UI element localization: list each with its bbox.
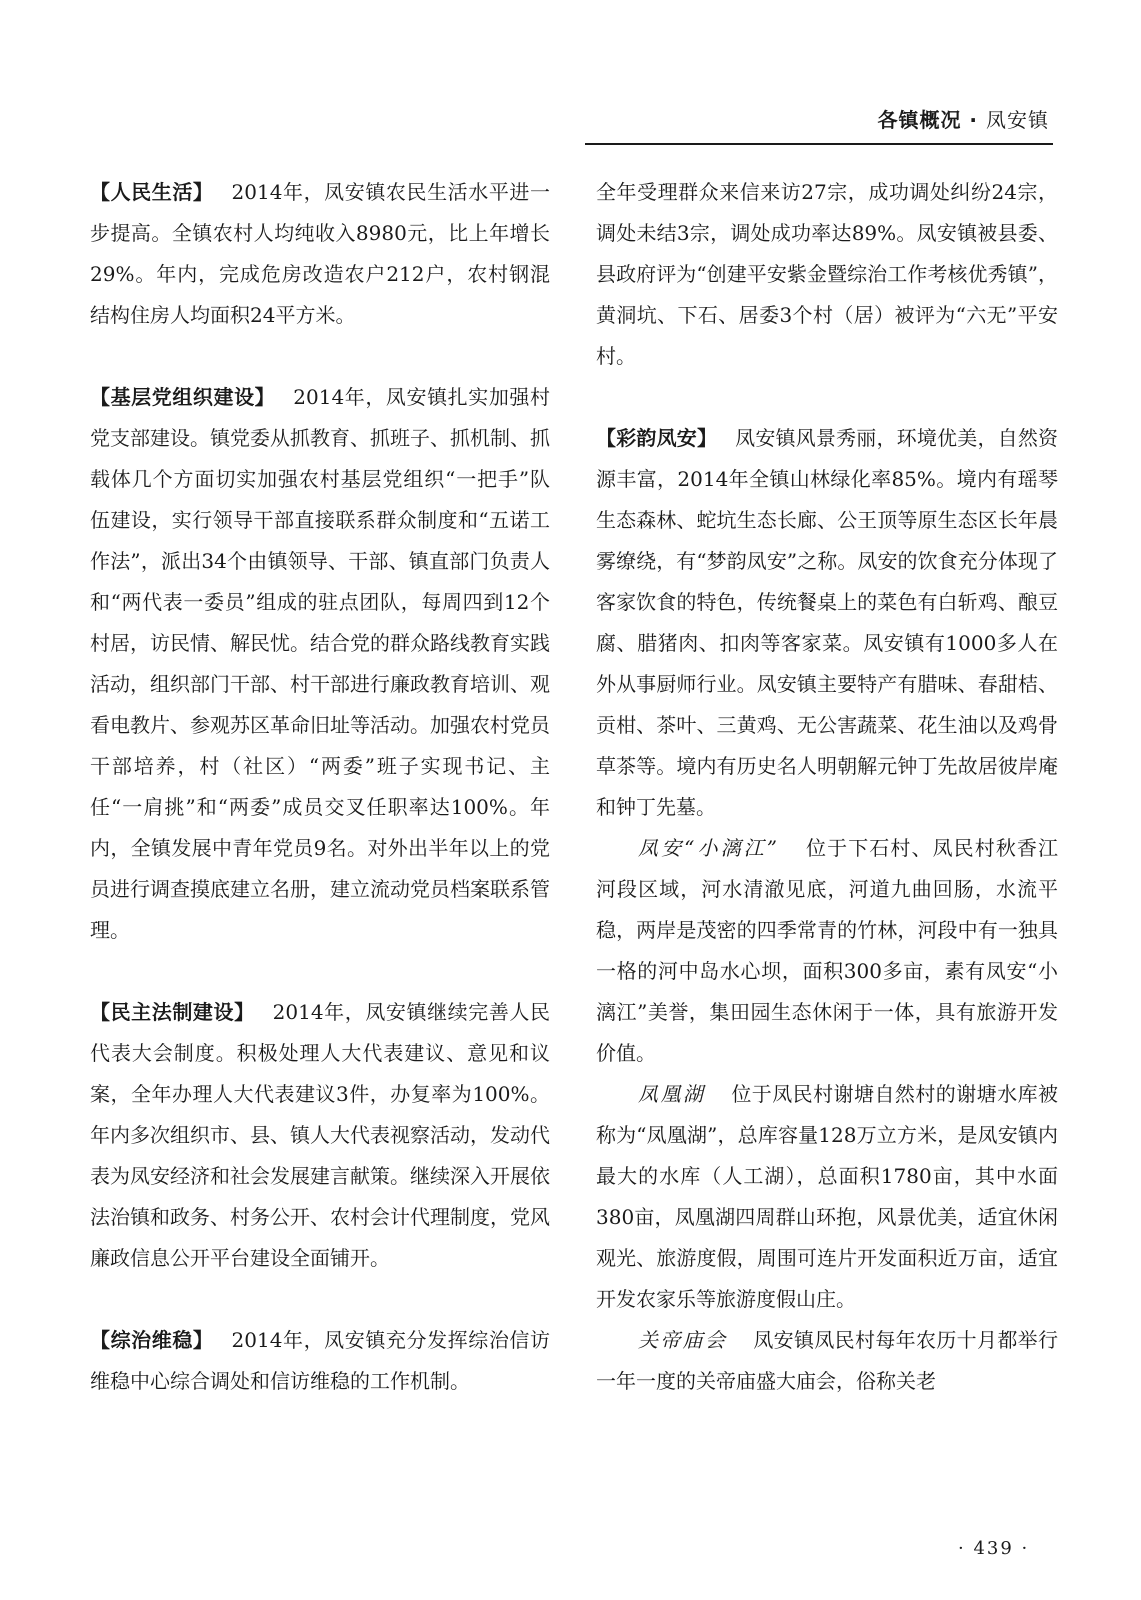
sub-item-guandi-fair — [596, 1320, 1058, 1402]
sub-item-text: 位于凤民村谢塘自然村的谢塘水库被称为“凤凰湖”，总库容量128万立方米，是凤安镇内最大的水库（人工湖），总面积1780亩，其中水面380亩，凤凰湖四周群山环抱，风景优美，适宜休闲观光、旅游度假，周围可连片开发面积近万亩，适宜开发农家乐等旅游度假山庄。 — [596, 1082, 1059, 1311]
section-heading: 【民主法制建设】 — [90, 1000, 255, 1024]
header-separator: · — [961, 108, 986, 132]
sub-item-phoenix-lake — [596, 1074, 1058, 1320]
section-heading: 【基层党组织建设】 — [90, 385, 276, 409]
section-text: 2014年，凤安镇继续完善人民代表大会制度。积极处理人大代表建议、意见和议案，全年办理人大代表建议3件，办复率为100%。年内多次组织市、县、镇人大代表视察活动，发动代表为凤安经济和社会发展建言献策。继续深入开展依法治镇和政务、村务公开、农村会计代理制度，党风廉政信息公开平台建设全面铺开。 — [90, 1000, 550, 1270]
section-text: 凤安镇风景秀丽，环境优美，自然资源丰富，2014年全镇山林绿化率85%。境内有瑶琴生态森林、蛇坑生态长廊、公王顶等原生态区长年晨雾缭绕，有“梦韵凤安”之称。凤安的饮食充分体现了客家饮食的特色，传统餐桌上的菜色有白斩鸡、酿豆腐、腊猪肉、扣肉等客家菜。凤安镇有1000多人在外从事厨师行业。凤安镇主要特产有腊味、春甜桔、贡柑、茶叶、三黄鸡、无公害蔬菜、花生油以及鸡骨草茶等。境内有历史名人明朝解元钟丁先故居彼岸庵和钟丁先墓。 — [596, 426, 1059, 819]
sub-item-title: 凤安“小漓江” — [638, 836, 779, 860]
sub-item-little-li-river — [596, 828, 1058, 1074]
left-column — [90, 172, 550, 1402]
sub-item-title: 关帝庙会 — [638, 1328, 728, 1352]
running-header — [877, 104, 1049, 133]
sub-item-title: 凤凰湖 — [638, 1082, 706, 1106]
right-column — [596, 172, 1058, 1402]
page-number: · 439 · — [958, 1538, 1030, 1559]
header-section: 各镇概况 — [877, 108, 962, 132]
sub-item-text: 凤安镇凤民村每年农历十月都举行一年一度的关帝庙盛大庙会，俗称关老 — [596, 1328, 1059, 1393]
continued-text: 全年受理群众来信来访27宗，成功调处纠纷24宗，调处未结3宗，调处成功率达89%。凤安镇被县委、县政府评为“创建平安紫金暨综治工作考核优秀镇”，黄洞坑、下石、居委3个村（居）被评为“六无”平安村。 — [596, 180, 1058, 368]
sub-item-text: 位于下石村、凤民村秋香江河段区域，河水清澈见底，河道九曲回肠，水流平稳，两岸是茂密的四季常青的竹林，河段中有一独具一格的河中岛水心坝，面积300多亩，素有凤安“小漓江”美誉，集田园生态休闲于一体，具有旅游开发价值。 — [596, 836, 1058, 1065]
section-text: 2014年，凤安镇农民生活水平进一步提高。全镇农村人均纯收入8980元，比上年增长29%。年内，完成危房改造农户212户，农村钢混结构住房人均面积24平方米。 — [90, 180, 551, 327]
section-stability — [90, 1320, 550, 1402]
header-rule — [585, 143, 1053, 145]
section-scenic-fengan — [596, 418, 1058, 828]
section-heading: 【综治维稳】 — [90, 1328, 214, 1352]
section-text: 2014年，凤安镇扎实加强村党支部建设。镇党委从抓教育、抓班子、抓机制、抓载体几个方面切实加强农村基层党组织“一把手”队伍建设，实行领导干部直接联系群众制度和“五诺工作法”，派出34个由镇领导、干部、镇直部门负责人和“两代表一委员”组成的驻点团队，每周四到12个村居，访民情、解民忧。结合党的群众路线教育实践活动，组织部门干部、村干部进行廉政教育培训、观看电教片、参观苏区革命旧址等活动。加强农村党员干部培养，村（社区）“两委”班子实现书记、主任“一肩挑”和“两委”成员交叉任职率达100%。年内，全镇发展中青年党员9名。对外出半年以上的党员进行调查摸底建立名册，建立流动党员档案联系管理。 — [90, 385, 551, 942]
section-party-building — [90, 377, 550, 951]
section-people-life — [90, 172, 550, 336]
section-heading: 【人民生活】 — [90, 180, 214, 204]
header-town: 凤安镇 — [986, 108, 1049, 132]
section-democracy-law — [90, 992, 550, 1279]
section-text: 2014年，凤安镇充分发挥综治信访维稳中心综合调处和信访维稳的工作机制。 — [90, 1328, 551, 1393]
section-heading: 【彩韵凤安】 — [596, 426, 718, 450]
